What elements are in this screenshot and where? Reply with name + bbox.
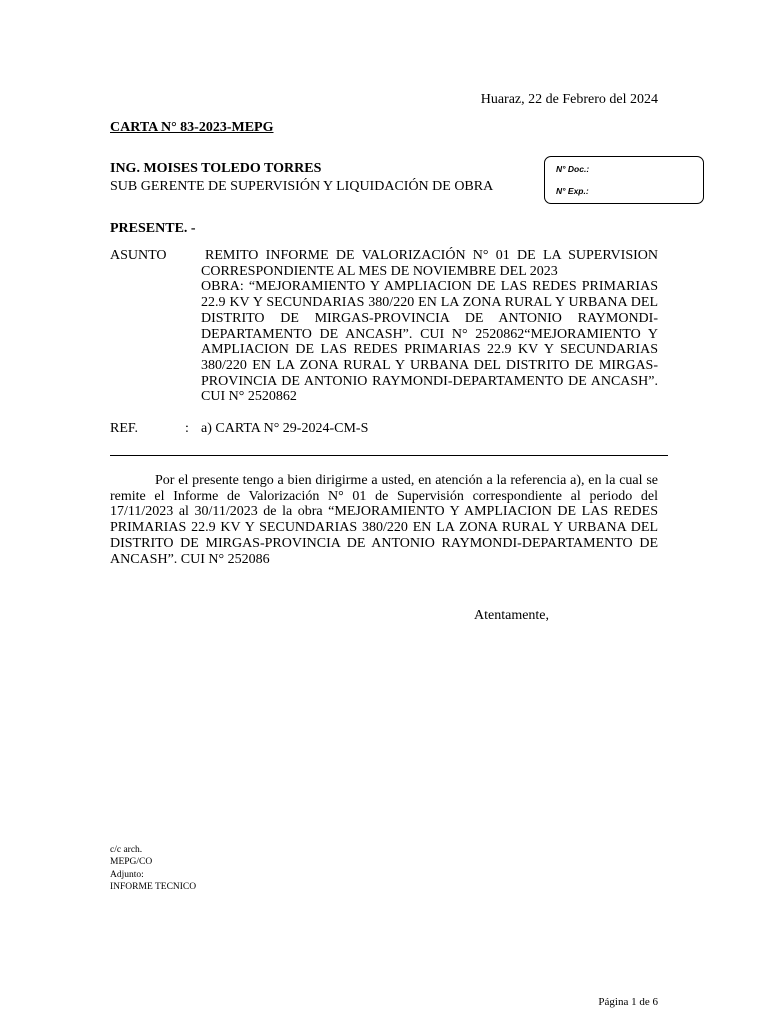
date-line: Huaraz, 22 de Febrero del 2024 — [480, 92, 658, 107]
initials-line: MEPG/CO — [110, 857, 153, 868]
doc-number-label: N° Doc.: — [556, 164, 590, 174]
reference-colon: : — [185, 421, 189, 436]
body-paragraph: Por el presente tengo a bien dirigirme a usted, en atención a la referencia a), en la cual se remite el Informe de Valorización N° 01 de Supervisión correspondiente al periodo del 17/11/2023 al 30/11/2023 de la obra “MEJORAMIENTO Y AMPLIACION DE LAS REDES PRIMARIAS 22.9 KV Y SECUNDARIAS 380/220 EN LA ZONA RURAL Y URBANA DEL DISTRITO DE MIRGAS-PROVINCIA DE ANTONIO RAYMONDI-DEPARTAMENTO DE ANCASH”. CUI N° 252086 — [110, 473, 658, 567]
asunto-text — [201, 248, 658, 405]
asunto-obra: OBRA: “MEJORAMIENTO Y AMPLIACION DE LAS REDES PRIMARIAS 22.9 KV Y SECUNDARIAS 380/220 EN LA ZONA RURAL Y URBANA DEL DISTRITO DE MIRGAS-PROVINCIA DE ANTONIO RAYMONDI-DEPARTAMENTO DE ANCASH”. CUI N° 2520862“MEJORAMIENTO Y AMPLIACION DE LAS REDES PRIMARIAS 22.9 KV Y SECUNDARIAS 380/220 EN LA ZONA RURAL Y URBANA DEL DISTRITO DE MIRGAS-PROVINCIA DE ANTONIO RAYMONDI-DEPARTAMENTO DE ANCASH”. CUI N° 2520862 — [201, 279, 658, 405]
page-number: Página 1 de 6 — [598, 996, 658, 1008]
attached-label: Adjunto: — [110, 869, 144, 880]
divider-line — [110, 455, 668, 456]
letter-number: CARTA N° 83-2023-MEPG — [110, 120, 274, 135]
cc-line: c/c arch. — [110, 845, 143, 855]
exp-number-label: N° Exp.: — [556, 186, 589, 196]
closing-salutation: Atentamente, — [474, 608, 550, 623]
recipient-name: ING. MOISES TOLEDO TORRES — [110, 161, 322, 176]
attachment-name: INFORME TECNICO — [110, 882, 197, 893]
reference-value: a) CARTA N° 29-2024-CM-S — [201, 421, 369, 436]
asunto-label: ASUNTO — [110, 248, 167, 263]
footer-notes — [110, 844, 196, 894]
reference-label: REF. — [110, 421, 139, 436]
reception-stamp-box — [544, 156, 704, 204]
asunto-subject: REMITO INFORME DE VALORIZACIÓN N° 01 DE LA SUPERVISION CORRESPONDIENTE AL MES DE NOVIEMBRE DEL 2023 — [201, 248, 658, 279]
recipient-title: SUB GERENTE DE SUPERVISIÓN Y LIQUIDACIÓN DE OBRA — [110, 179, 494, 194]
greeting: PRESENTE. - — [110, 221, 196, 236]
